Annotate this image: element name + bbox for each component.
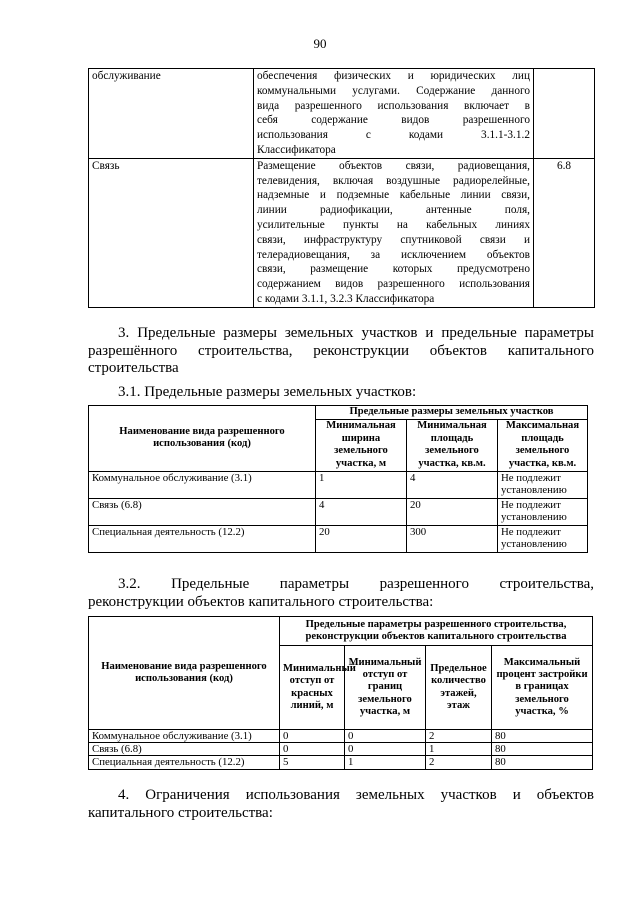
table-cell-description: обеспечения физических и юридических лиц коммунальными услугами. Содержание данного вида разрешенного использования включает в себя содержание видов разрешенного использования с кодами 3.1.1-3.1.2 Классификатора: [254, 69, 534, 159]
column-header-use-type: Наименование вида разрешенного использования (код): [89, 406, 316, 472]
column-header-use-type: Наименование вида разрешенного использования (код): [89, 617, 280, 730]
land-plot-size-table: [88, 405, 588, 553]
column-header-max-floors: Предельное количество этажей, этаж: [426, 646, 492, 730]
section-3-2-heading: 3.2. Предельные параметры разрешенного строительства, реконструкции объектов капитального строительства:: [88, 576, 594, 610]
continuation-table: [88, 68, 595, 308]
section-3-heading: 3. Предельные размеры земельных участков и предельные параметры разрешённого строительства, реконструкции объектов капитального строительства: [88, 325, 594, 376]
section-3-1-heading: 3.1. Предельные размеры земельных участков:: [118, 384, 417, 400]
column-header-max-coverage: Максимальный процент застройки в границах земельного участка, %: [492, 646, 593, 730]
section-4-heading: 4. Ограничения использования земельных участков и объектов капитального строительства:: [88, 787, 594, 821]
column-header-red-line-setback: Минимальный отступ от красных линий, м: [280, 646, 345, 730]
column-header-max-area: Максимальная площадь земельного участка, кв.м.: [498, 419, 588, 471]
table-cell-code: [534, 69, 595, 159]
table-cell-name: Связь: [89, 158, 254, 307]
building-parameters-table: [88, 616, 593, 770]
table-row: Коммунальное обслуживание (3.1) 0 0 2 80: [89, 730, 593, 743]
table-row: Коммунальное обслуживание (3.1) 1 4 Не подлежит установлению: [89, 471, 588, 498]
column-header-min-area: Минимальная площадь земельного участка, кв.м.: [407, 419, 498, 471]
table-row: [89, 69, 595, 159]
column-header-border-setback: Минимальный отступ от границ земельного участка, м: [345, 646, 426, 730]
table-row: Связь (6.8) 4 20 Не подлежит установлению: [89, 498, 588, 525]
column-header-min-width: Минимальная ширина земельного участка, м: [316, 419, 407, 471]
table-cell-description: Размещение объектов связи, радиовещания, телевидения, включая воздушные радиорелейные, надземные и подземные кабельные линии связи, линии радиофикации, антенные поля, усилительные пункты на кабельных линиях связи, инфраструктуру спутниковой связи и телерадиовещания, за исключением объектов связи, размещение которых предусмотрено содержанием видов разрешенного использования с кодами 3.1.1, 3.2.3 Классификатора: [254, 158, 534, 307]
table-row: Связь (6.8) 0 0 1 80: [89, 743, 593, 756]
group-header-building-parameters: Предельные параметры разрешенного строительства, реконструкции объектов капитального строительства: [280, 617, 593, 646]
table-cell-code: 6.8: [534, 158, 595, 307]
table-cell-name: обслуживание: [89, 69, 254, 159]
table-row: Специальная деятельность (12.2) 5 1 2 80: [89, 756, 593, 769]
group-header-plot-sizes: Предельные размеры земельных участков: [316, 406, 588, 420]
table-row: [89, 158, 595, 307]
page-number: 90: [313, 36, 327, 51]
table-row: Специальная деятельность (12.2) 20 300 Не подлежит установлению: [89, 525, 588, 552]
